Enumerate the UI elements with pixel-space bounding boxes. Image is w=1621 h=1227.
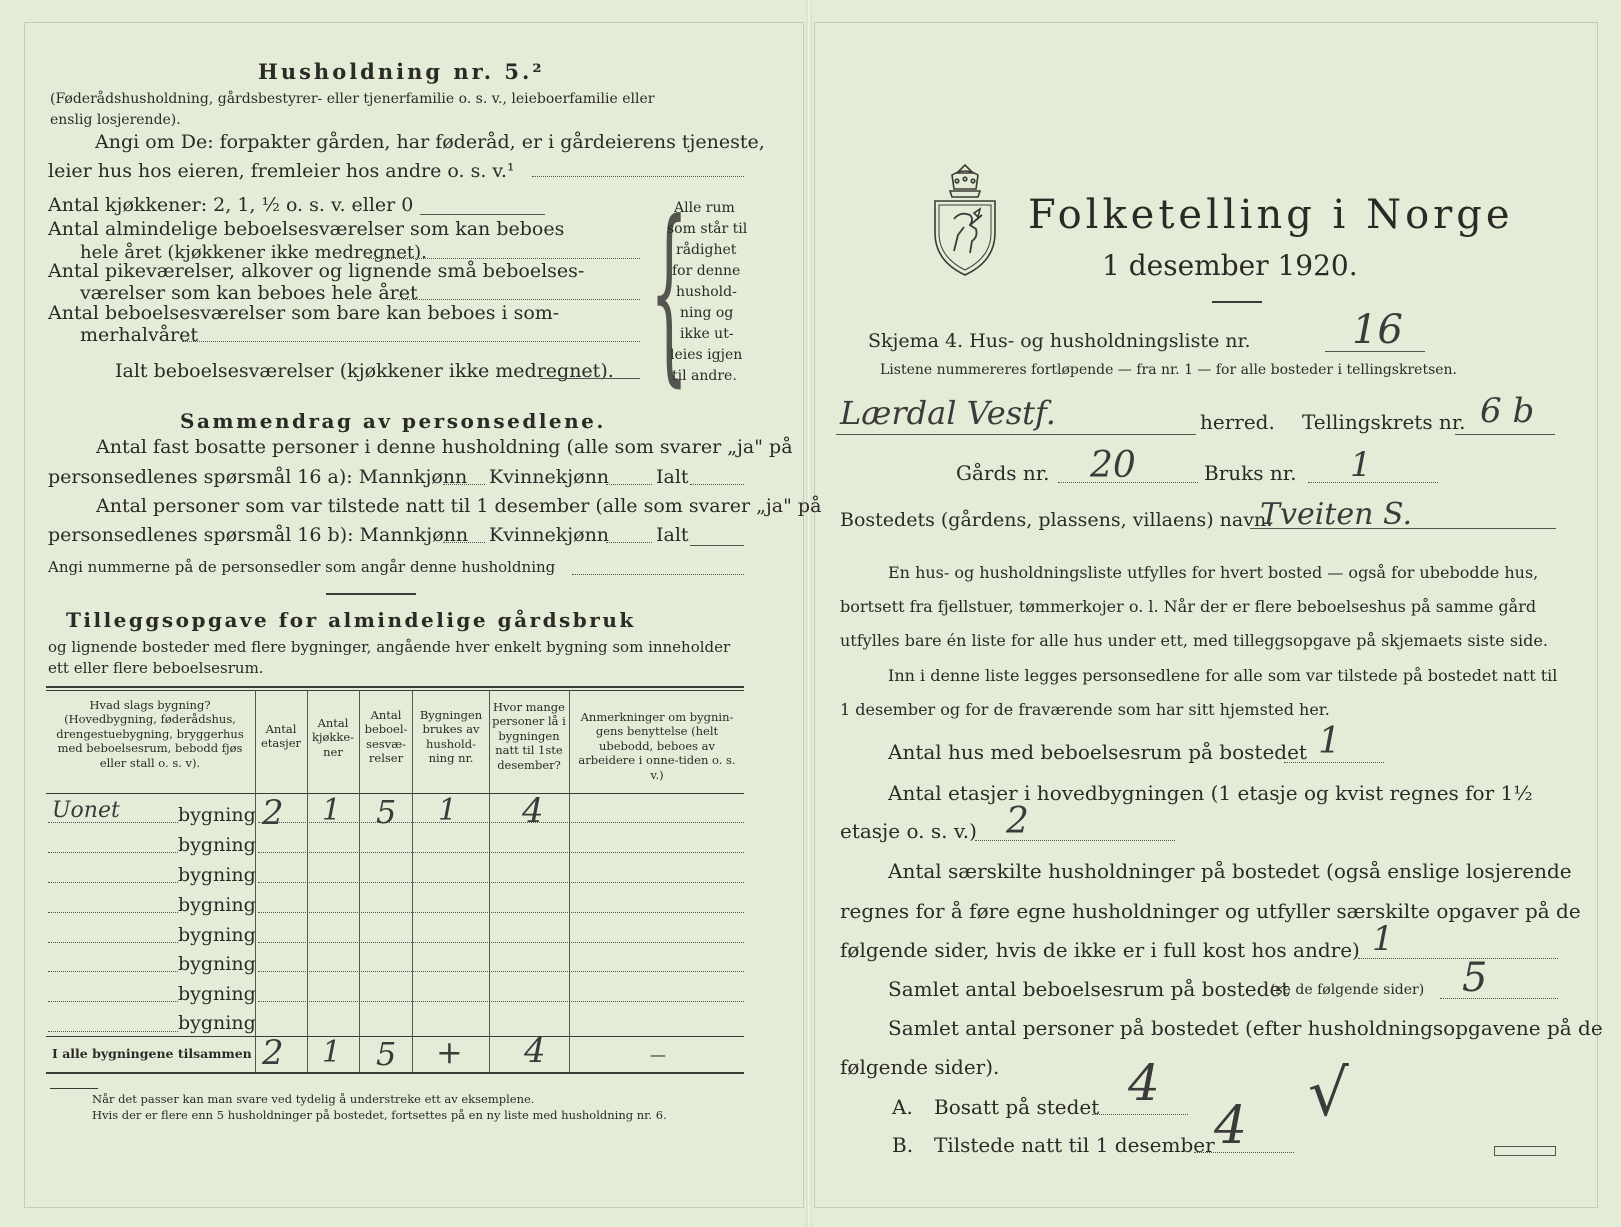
para-line-1: En hus- og husholdningsliste utfylles for hvert bosted — også for ubebodde hus, — [888, 563, 1539, 582]
title-divider — [1212, 301, 1262, 303]
summary-line-1: Antal fast bosatte personer i denne husholdning (alle som svarer „ja" på — [96, 436, 793, 458]
building-type-line — [48, 1001, 178, 1002]
page-fold — [806, 0, 812, 1227]
header-anmerkninger: Anmerkninger om bygnin-gens benyttelse (helt ubebodd, beboes av arbeidere i onne-tiden o. s. v.) — [578, 710, 736, 782]
b-text: Tilstede natt til 1 desember — [934, 1133, 1215, 1157]
q-rum-label: Samlet antal beboelsesrum på bostedet — [888, 977, 1290, 1001]
sommer-row-cont: merhalvåret — [80, 324, 199, 346]
ialt-16a-line — [690, 484, 744, 485]
q-hush-line-3: følgende sider, hvis de ikke er i full kost hos andre) — [840, 938, 1360, 962]
kvinne-16a-label: Kvinnekjønn — [489, 466, 610, 488]
row-value-line — [258, 912, 744, 913]
hw-liste-nr: 16 — [1352, 307, 1403, 353]
hw-herred: Lærdal Vestf. — [840, 394, 1056, 432]
header-personer: Hvor mange personer lå i bygningen natt til 1ste desember? — [492, 700, 566, 772]
a-text: Bosatt på stedet — [934, 1095, 1100, 1119]
row-value-line — [258, 852, 744, 853]
sommer-answer-line — [182, 341, 640, 342]
kvinne-16b-label: Kvinnekjønn — [489, 524, 610, 546]
census-date: 1 desember 1920. — [1102, 249, 1358, 282]
header-beboelsesvaerelser: Antal beboel-sesvæ-relser — [364, 708, 408, 766]
household-title: Husholdning nr. 5.² — [258, 59, 545, 84]
bruks-label: Bruks nr. — [1204, 461, 1297, 485]
footnote-2: Hvis der er flere enn 5 husholdninger på bostedet, fortsettes på en ny liste med husholdning nr. 6. — [92, 1108, 667, 1122]
bruks-answer-line — [1308, 482, 1438, 483]
beboelses-answer-line — [368, 258, 640, 259]
side-note-line: rådighet — [676, 242, 737, 258]
para-line-3: utfylles bare én liste for alle hus under ett, med tilleggsopgave på skjemaets siste side. — [840, 631, 1548, 650]
ialt-row: Ialt beboelsesværelser (kjøkkener ikke medregnet). — [115, 360, 614, 382]
header-kjokkener: Antal kjøkke-ner — [311, 716, 355, 759]
col-divider — [359, 690, 360, 1072]
beboelses-row: Antal almindelige beboelsesværelser som kan beboes — [48, 218, 565, 240]
hw-kjokkener: 1 — [322, 793, 342, 828]
q-rum-small: (se de følgende sider) — [1270, 982, 1425, 998]
hw-tilstede: 4 — [1214, 1096, 1248, 1156]
side-note-line: Alle rum — [674, 200, 735, 216]
q-hush-line-2: regnes for å føre egne husholdninger og utfyller særskilte opgaver på de — [840, 899, 1581, 923]
ialt-16b-label: Ialt — [656, 524, 689, 546]
kvinne-16b-line — [606, 542, 652, 543]
col-divider — [489, 690, 490, 1072]
listene-note: Listene nummereres fortløpende — fra nr. 1 — for alle bosteder i tellingskretsen. — [880, 362, 1458, 378]
beboelses-row-cont: hele året (kjøkkener ikke medregnet). — [80, 242, 427, 263]
row-label: bygning — [178, 983, 256, 1005]
col-divider — [307, 690, 308, 1072]
para-line-4: Inn i denne liste legges personsedlene for alle som var tilstede på bostedet natt til — [888, 666, 1558, 685]
para-line-5: 1 desember og for de fraværende som har sitt hjemsted her. — [840, 700, 1330, 719]
building-type-line — [48, 942, 178, 943]
row-label: bygning — [178, 953, 256, 975]
row-label: bygning — [178, 924, 256, 946]
a-answer-line — [1092, 1114, 1188, 1115]
hw-bruks-nr: 1 — [1350, 445, 1372, 485]
angi-dotted-line — [532, 176, 744, 177]
total-anmerkninger: — — [650, 1045, 666, 1064]
pikevaerelser-answer-line — [398, 299, 640, 300]
building-type-line — [48, 971, 178, 972]
building-type-line — [48, 882, 178, 883]
side-note-line: ning og — [680, 305, 734, 321]
header-etasjer: Antal etasjer — [260, 722, 302, 751]
angi-line-2: leier hus hos eieren, fremleier hos andre o. s. v.¹ — [48, 160, 515, 182]
tellingskrets-answer-line — [1455, 434, 1555, 435]
intro-line-2: enslig losjerende). — [50, 112, 181, 128]
hw-total-kjokkener: 1 — [322, 1035, 342, 1070]
kjokkener-answer-line — [420, 214, 545, 215]
row-value-line — [258, 942, 744, 943]
b-label: B. — [892, 1133, 914, 1157]
footnote-1: Når det passer kan man svare ved tydelig å understreke ett av eksemplene. — [92, 1092, 535, 1106]
checkmark-icon: √ — [1308, 1057, 1349, 1131]
hw-total-beboelsesvaerelser: 5 — [376, 1035, 397, 1073]
q-rum-answer-line — [1440, 998, 1558, 999]
pikevaerelser-row-cont: værelser som kan beboes hele året — [80, 282, 418, 304]
side-note-line: leies igjen — [670, 347, 743, 363]
angi-line-1: Angi om De: forpakter gården, har føderåd, er i gårdeierens tjeneste, — [95, 131, 765, 153]
col-divider — [412, 690, 413, 1072]
hw-total-husholdning: + — [436, 1033, 463, 1071]
header-husholdning-nr: Bygningen brukes av hushold-ning nr. — [419, 708, 483, 766]
herred-label: herred. — [1200, 410, 1275, 434]
section-divider — [326, 593, 416, 595]
row-label: bygning — [178, 834, 256, 856]
sommer-row: Antal beboelsesværelser som bare kan beboes i som- — [48, 302, 560, 324]
kjokkener-row: Antal kjøkkener: 2, 1, ½ o. s. v. eller 0 — [48, 194, 414, 216]
side-note-line: hushold- — [676, 284, 737, 300]
hw-antal-etasjer: 2 — [1006, 801, 1029, 842]
norwegian-coat-of-arms-icon — [930, 163, 1000, 281]
summary-line-3: Antal personer som var tilstede natt til 1 desember (alle som svarer „ja" på — [96, 495, 822, 517]
row-label: bygning — [178, 864, 256, 886]
q-pers-line-2: følgende sider). — [840, 1055, 1000, 1079]
summary-line-4: personsedlenes spørsmål 16 b): Mannkjønn — [48, 524, 469, 546]
census-title: Folketelling i Norge — [1028, 192, 1514, 238]
summary-line-5: Angi nummerne på de personsedler som angår denne husholdning — [48, 558, 556, 576]
brace-icon: { — [650, 182, 689, 406]
table-top-rule-2 — [46, 690, 744, 691]
hw-beboelsesvaerelser: 5 — [376, 793, 397, 831]
bostedets-label: Bostedets (gårdens, plassens, villaens) navn: — [840, 509, 1273, 531]
extra-line-2: ett eller flere beboelsesrum. — [48, 659, 264, 677]
side-note-line: for denne — [672, 263, 741, 279]
hw-personer: 4 — [522, 791, 544, 831]
q-hus-label: Antal hus med beboelsesrum på bostedet — [888, 740, 1307, 764]
building-type-line — [48, 1031, 178, 1032]
gards-label: Gårds nr. — [956, 461, 1050, 485]
nummerne-line — [572, 574, 744, 575]
ialt-16a-label: Ialt — [656, 466, 689, 488]
summary-line-2: personsedlenes spørsmål 16 a): Mannkjønn — [48, 466, 468, 488]
mann-16b-line — [443, 542, 485, 543]
intro-line-1: (Føderådshusholdning, gårdsbestyrer- eller tjenerfamilie o. s. v., leieboerfamilie eller — [50, 91, 655, 107]
q-etasjer-answer-line — [975, 840, 1175, 841]
q-hush-line-1: Antal særskilte husholdninger på bostedet (også enslige losjerende — [888, 859, 1572, 883]
q-etasjer-line-2: etasje o. s. v.) — [840, 819, 977, 843]
table-top-rule — [46, 686, 744, 688]
q-hus-answer-line — [1284, 762, 1384, 763]
q-etasjer-line-1: Antal etasjer i hovedbygningen (1 etasje og kvist regnes for 1½ — [888, 781, 1533, 805]
mann-16a-line — [443, 484, 485, 485]
building-type-line — [48, 912, 178, 913]
herred-answer-line — [836, 434, 1196, 435]
total-label: I alle bygningene tilsammen — [52, 1046, 252, 1061]
pikevaerelser-row: Antal pikeværelser, alkover og lignende små beboelses- — [48, 260, 585, 282]
extra-title: Tilleggsopgave for almindelige gårdsbruk — [66, 608, 636, 632]
header-building-type: Hvad slags bygning? (Hovedbygning, føderådshus, drengestuebygning, bryggerhus med beboelsesrum, bebodd fjøs eller stall o. s. v). — [56, 698, 244, 770]
printer-stamp — [1494, 1146, 1556, 1156]
hw-total-etasjer: 2 — [262, 1033, 284, 1073]
row-value-line — [258, 1001, 744, 1002]
q-pers-line-1: Samlet antal personer på bostedet (efter husholdningsopgavene på de — [888, 1016, 1603, 1040]
row-value-line — [258, 971, 744, 972]
row-label: bygning — [178, 894, 256, 916]
row-label: bygning — [178, 1012, 256, 1034]
hw-bosted-navn: Tveiten S. — [1260, 497, 1412, 532]
col-divider — [569, 690, 570, 1072]
hw-total-personer: 4 — [524, 1031, 546, 1071]
hw-bosatt: 4 — [1128, 1054, 1160, 1112]
building-type-line — [48, 852, 178, 853]
side-note-line: til andre. — [672, 368, 737, 384]
hw-samlet-rum: 5 — [1462, 955, 1488, 1001]
hw-gards-nr: 20 — [1090, 445, 1136, 486]
row-label: bygning — [178, 804, 256, 826]
footnote-rule — [50, 1088, 98, 1089]
side-note-line: som står til — [667, 221, 748, 237]
para-line-2: bortsett fra fjellstuer, tømmerkojer o. l. Når der er flere beboelseshus på samme gård — [840, 597, 1537, 616]
hw-building-type: Uonet — [52, 798, 120, 823]
row-value-line — [258, 882, 744, 883]
extra-line-1: og lignende bosteder med flere bygninger, angående hver enkelt bygning som inneholder — [48, 638, 731, 656]
hw-etasjer: 2 — [262, 793, 284, 833]
skjema-label: Skjema 4. Hus- og husholdningsliste nr. — [868, 330, 1251, 352]
kvinne-16a-line — [606, 484, 652, 485]
summary-title: Sammendrag av personsedlene. — [180, 409, 606, 433]
ialt-16b-line — [690, 545, 744, 546]
hw-tellingskrets: 6 b — [1480, 391, 1535, 431]
hw-antal-hus: 1 — [1318, 721, 1341, 762]
ialt-answer-line — [540, 378, 640, 379]
side-note-line: ikke ut- — [680, 326, 734, 342]
hw-husholdning-nr: 1 — [438, 793, 458, 828]
a-label: A. — [892, 1095, 913, 1119]
hw-antal-husholdninger: 1 — [1372, 919, 1394, 959]
tellingskrets-label: Tellingskrets nr. — [1302, 410, 1466, 434]
